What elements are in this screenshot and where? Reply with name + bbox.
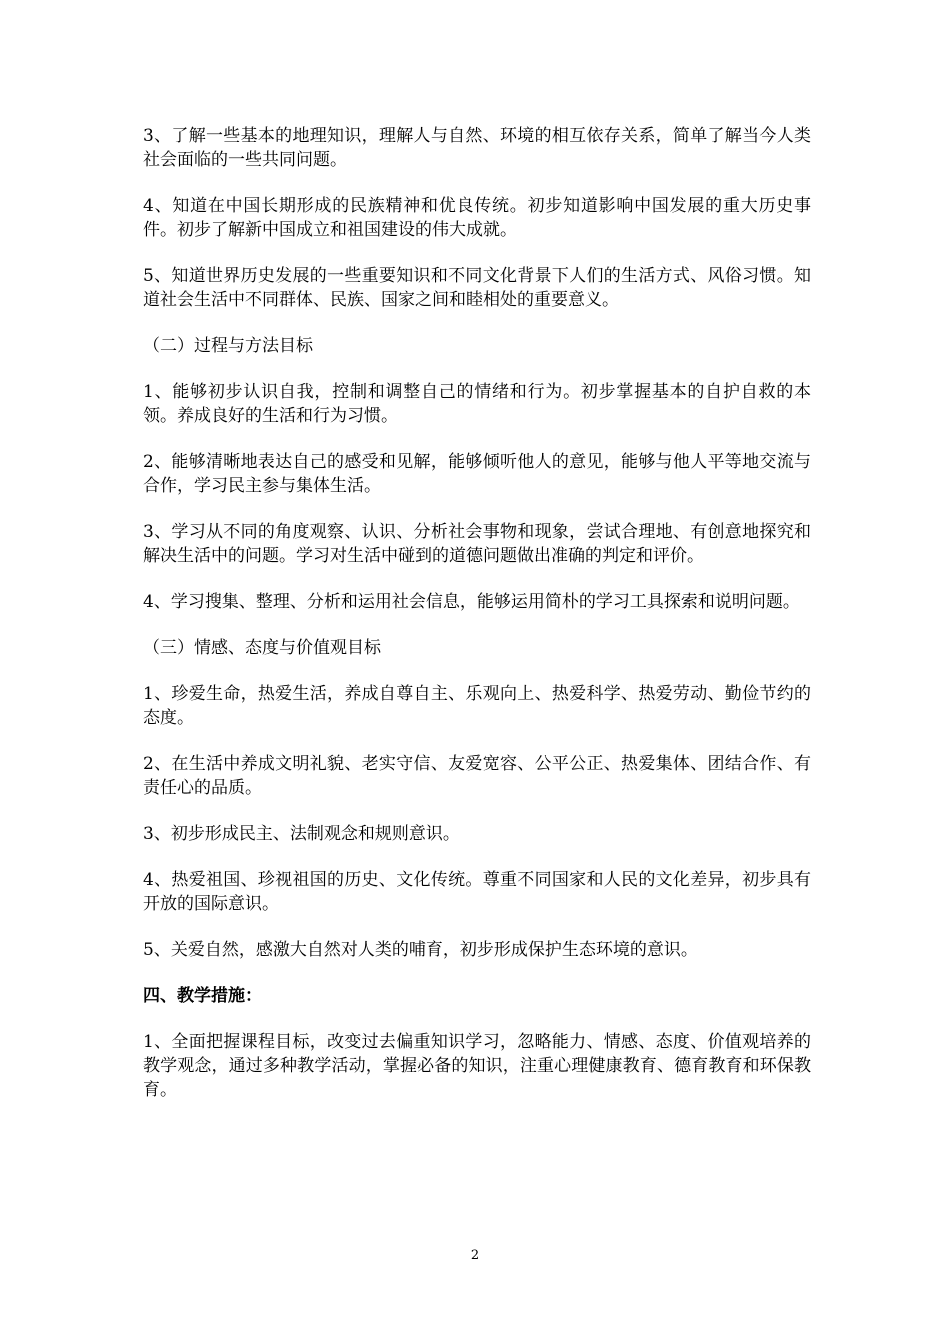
paragraph-emotion-1: 1、珍爱生命，热爱生活，养成自尊自主、乐观向上、热爱科学、热爱劳动、勤俭节约的态度。 <box>143 684 811 728</box>
paragraph-emotion-5: 5、关爱自然，感激大自然对人类的哺育，初步形成保护生态环境的意识。 <box>143 940 698 960</box>
paragraph-emotion-4: 4、热爱祖国、珍视祖国的历史、文化传统。尊重不同国家和人民的文化差异，初步具有开放的国际意识。 <box>143 870 811 914</box>
paragraph-knowledge-3: 3、了解一些基本的地理知识，理解人与自然、环境的相互依存关系，简单了解当今人类社会面临的一些共同问题。 <box>143 126 811 170</box>
paragraph-process-2: 2、能够清晰地表达自己的感受和见解，能够倾听他人的意见，能够与他人平等地交流与合作，学习民主参与集体生活。 <box>143 452 811 496</box>
paragraph-measures-1: 1、全面把握课程目标，改变过去偏重知识学习，忽略能力、情感、态度、价值观培养的教学观念，通过多种教学活动，掌握必备的知识，注重心理健康教育、德育教育和环保教育。 <box>143 1032 811 1100</box>
paragraph-emotion-2: 2、在生活中养成文明礼貌、老实守信、友爱宽容、公平公正、热爱集体、团结合作、有责任心的品质。 <box>143 754 811 798</box>
section-title-process-method: （二）过程与方法目标 <box>143 336 313 356</box>
page-number: 2 <box>470 1248 480 1263</box>
heading-teaching-measures: 四、教学措施： <box>143 986 262 1006</box>
paragraph-knowledge-5: 5、知道世界历史发展的一些重要知识和不同文化背景下人们的生活方式、风俗习惯。知道社会生活中不同群体、民族、国家之间和睦相处的重要意义。 <box>143 266 811 310</box>
paragraph-process-4: 4、学习搜集、整理、分析和运用社会信息，能够运用简朴的学习工具探索和说明问题。 <box>143 592 800 612</box>
section-title-emotion-values: （三）情感、态度与价值观目标 <box>143 638 381 658</box>
paragraph-process-1: 1、能够初步认识自我，控制和调整自己的情绪和行为。初步掌握基本的自护自救的本领。养成良好的生活和行为习惯。 <box>143 382 811 426</box>
document-body <box>143 124 811 1124</box>
paragraph-process-3: 3、学习从不同的角度观察、认识、分析社会事物和现象，尝试合理地、有创意地探究和解决生活中的问题。学习对生活中碰到的道德问题做出准确的判定和评价。 <box>143 522 811 566</box>
paragraph-emotion-3: 3、初步形成民主、法制观念和规则意识。 <box>143 824 460 844</box>
paragraph-knowledge-4: 4、知道在中国长期形成的民族精神和优良传统。初步知道影响中国发展的重大历史事件。初步了解新中国成立和祖国建设的伟大成就。 <box>143 196 811 240</box>
